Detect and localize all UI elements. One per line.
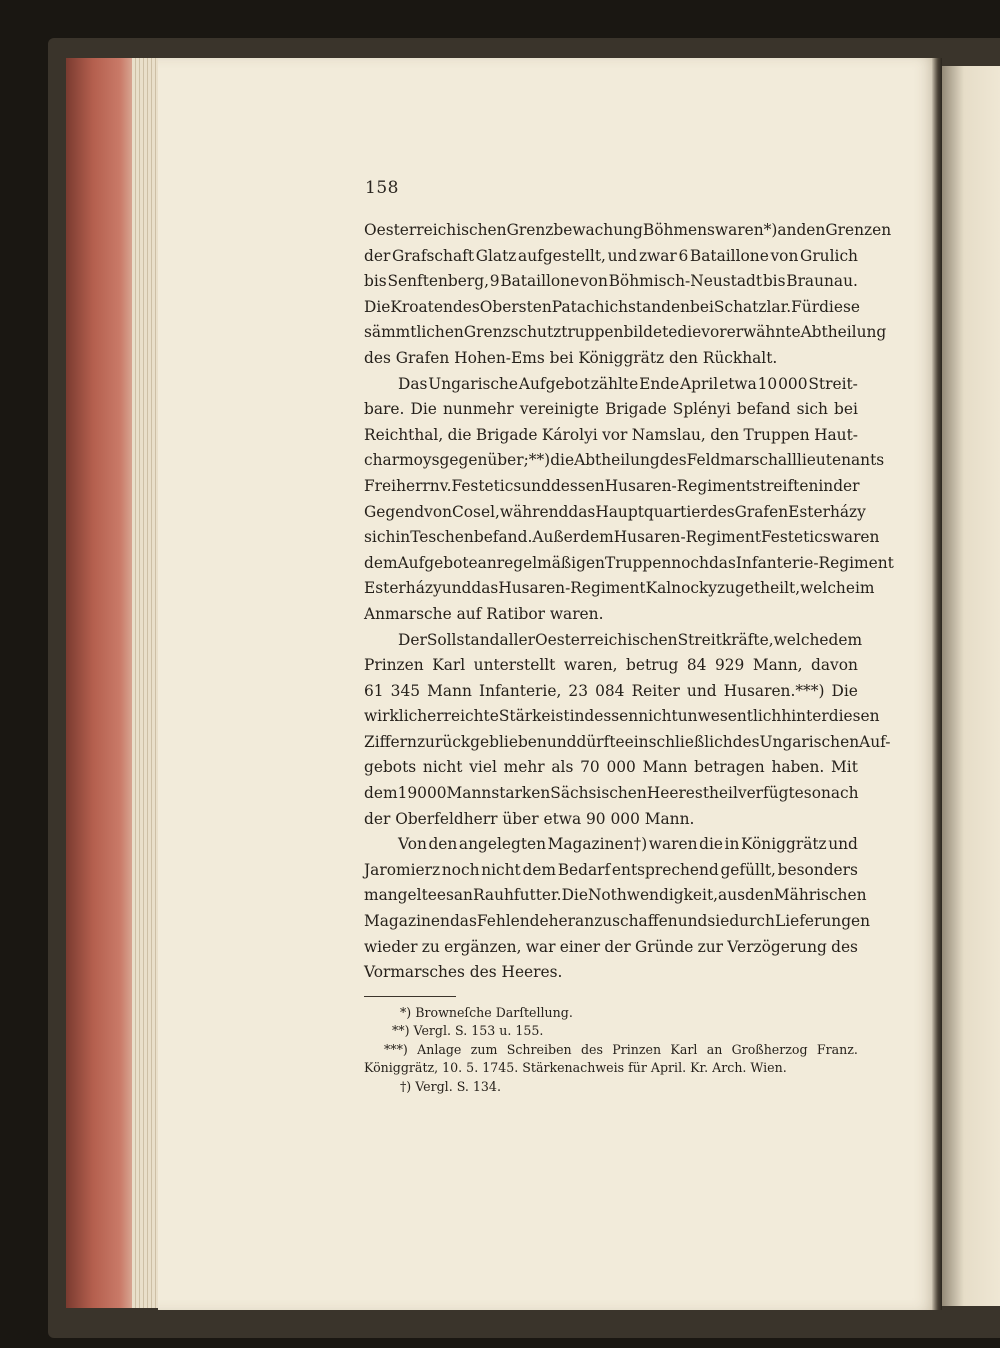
text-line: wirklich erreichte Stärke ist indessen nicht unwesentlich hinter diesen [364, 707, 880, 726]
paragraph [364, 628, 891, 833]
text-line: Esterházy und das Husaren-Regiment Kalnocky zugetheilt, welche im [364, 579, 875, 598]
footnote: *) Browneſche Darſtellung. [400, 1005, 573, 1020]
text-line: Anmarsche auf Ratibor waren. [364, 604, 604, 623]
footnotes [364, 1004, 858, 1096]
text-line: charmoys gegenüber;**) die Abtheilung des Feldmarschalllieutenants [364, 451, 885, 470]
text-line: 61 345 Mann Infanterie, 23 084 Reiter und Husaren.***) Die [364, 681, 858, 700]
footnote: ***) Anlage zum Schreiben des Prinzen Karl an Großherzog Franz. [384, 1041, 858, 1057]
text-line: Vormarsches des Heeres. [364, 963, 563, 982]
text-line: mangelte es an Rauhfutter. Die Nothwendigkeit, aus den Mährischen [364, 886, 867, 905]
facing-page [940, 66, 1000, 1306]
page-stack [132, 58, 160, 1308]
text-line: Magazinen das Fehlende heranzuschaffen und sie durch Lieferungen [364, 912, 871, 931]
text-line: Die Kroaten des Obersten Patachich standen bei Schatzlar. Für diese [364, 297, 860, 316]
text-line: gebots nicht viel mehr als 70 000 Mann betragen haben. Mit [364, 758, 858, 777]
text-line: bis Senftenberg, 9 Bataillone von Böhmisch-Neustadt bis Braunau. [364, 272, 858, 291]
text-line: sich in Teschen befand. Außer dem Husaren-Regiment Festetics waren [364, 528, 880, 547]
footnote: †) Vergl. S. 134. [400, 1078, 501, 1094]
text-line: dem Aufgebote an regelmäßigen Truppen noch das Infanterie-Regiment [364, 553, 894, 572]
text-line: dem 19 000 Mann starken Sächsischen Heerestheil verfügte sonach [364, 784, 859, 803]
text-line: Ziffern zurückgeblieben und dürfte einschließlich des Ungarischen Auf- [364, 732, 891, 751]
text-line: Prinzen Karl unterstellt waren, betrug 84 929 Mann, davon [364, 656, 858, 675]
text-line: Oesterreichischen Grenzbewachung Böhmens waren*) an den Grenzen [364, 221, 892, 239]
paragraph [364, 372, 894, 628]
paragraph [364, 832, 871, 986]
page-number: 158 [365, 178, 399, 198]
text-line: des Grafen Hohen-Ems bei Königgrätz den Rückhalt. [364, 348, 778, 367]
text-line: der Grafschaft Glatz aufgestellt, und zwar 6 Bataillone von Grulich [364, 246, 858, 265]
text-line: wieder zu ergänzen, war einer der Gründe zur Verzögerung des [364, 937, 858, 956]
paragraph [364, 218, 892, 372]
text-line: der Oberfeldherr über etwa 90 000 Mann. [364, 809, 695, 828]
text-line: Von den angelegten Magazinen†) waren die in Königgrätz und [398, 835, 858, 854]
text-line: Gegend von Cosel, während das Hauptquartier des Grafen Esterházy [364, 502, 866, 521]
text-line: Freiherrn v. Festetics und dessen Husaren-Regiment streiften in der [364, 476, 860, 495]
text-line: sämmtlichen Grenzschutztruppen bildete die vorerwähnte Abtheilung [364, 323, 887, 342]
text-line: bare. Die nunmehr vereinigte Brigade Splényi befand sich bei [364, 400, 858, 419]
text-line: Reichthal, die Brigade Károlyi vor Namslau, den Truppen Haut- [364, 425, 858, 444]
text-line: Der Sollstand aller Oesterreichischen Streitkräfte, welche dem [398, 630, 863, 649]
text-line: Das Ungarische Aufgebot zählte Ende April etwa 10 000 Streit- [398, 374, 858, 393]
footnote: Königgrätz, 10. 5. 1745. Stärkenachweis für April. Kr. Arch. Wien. [364, 1060, 787, 1076]
text-line: Jaromierz noch nicht dem Bedarf entsprechend gefüllt, besonders [364, 860, 858, 879]
footnote: **) Vergl. S. 153 u. 155. [392, 1023, 544, 1039]
book-gutter [932, 58, 942, 1310]
body-text [364, 218, 894, 986]
footnote-rule [364, 996, 456, 997]
